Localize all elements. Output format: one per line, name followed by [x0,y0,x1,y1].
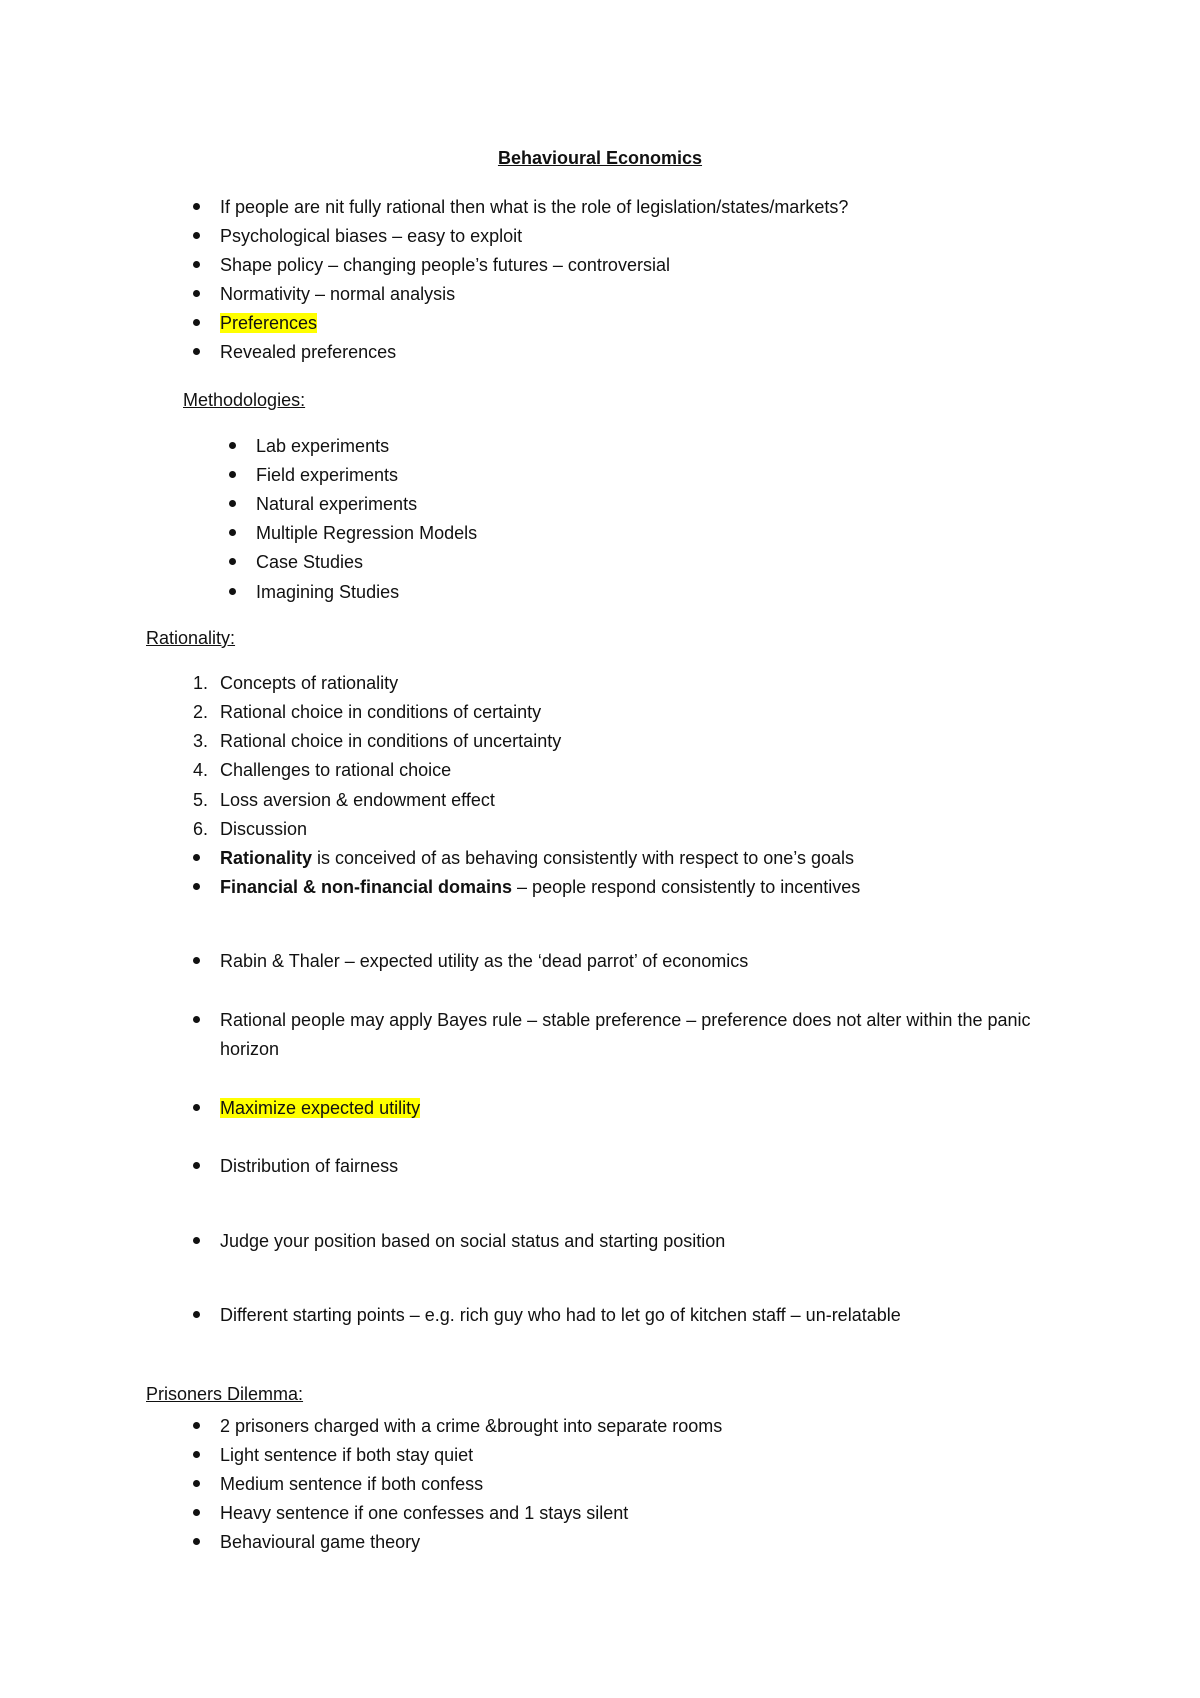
list-item [220,193,848,222]
list-item [220,251,670,280]
bullet-icon [184,338,208,367]
list-item-text: Light sentence if both stay quiet [220,1445,474,1465]
item-number: 4. [192,760,208,780]
list-item-text: Shape policy – changing people’s futures – controversial [220,255,670,275]
highlighted-text: Preferences [220,313,318,333]
bullet-icon [184,1412,208,1441]
bold-term: Rationality [220,848,313,868]
numbered-item [192,727,562,756]
bullet-icon [184,1094,208,1123]
list-item-text: Discussion [220,819,308,839]
bullet-icon [220,432,244,461]
item-number: 6. [192,819,208,839]
list-item [256,578,399,607]
list-item-text: – people respond consistently to incentives [512,877,861,897]
bullet-icon [184,1441,208,1470]
list-item [256,461,398,490]
section-heading-rationality: Rationality: [146,628,236,648]
list-item-text: Imagining Studies [256,582,400,602]
list-item [220,1441,473,1470]
numbered-item [192,786,495,815]
bullet-icon [184,309,208,338]
list-item [256,519,477,548]
list-item-text: Medium sentence if both confess [220,1474,484,1494]
numbered-item [192,756,452,785]
list-item [220,1006,1080,1064]
list-item-text: Revealed preferences [220,342,397,362]
list-item-text: Case Studies [256,552,364,572]
numbered-item [192,815,308,844]
list-item [220,947,748,976]
list-item [220,1470,483,1499]
list-item-text: Psychological biases – easy to exploit [220,226,523,246]
list-item-text: Behavioural game theory [220,1532,421,1552]
list-item [220,873,860,902]
list-item [220,222,522,251]
list-item-text: If people are nit fully rational then what is the role of legislation/states/markets? [220,197,849,217]
list-item-text: Distribution of fairness [220,1156,399,1176]
bullet-icon [184,1301,208,1330]
list-item-text: Judge your position based on social status and starting position [220,1231,726,1251]
document-title: Behavioural Economics [497,148,703,168]
bullet-icon [220,490,244,519]
bullet-icon [184,1528,208,1557]
list-item [220,309,317,338]
bullet-icon [184,844,208,873]
list-item-text: Loss aversion & endowment effect [220,790,495,810]
list-item-text: Rational choice in conditions of uncertainty [220,731,562,751]
list-item [256,432,389,461]
list-item-text: Challenges to rational choice [220,760,452,780]
list-item-text: Concepts of rationality [220,673,399,693]
bullet-icon [184,251,208,280]
list-item [220,1528,420,1557]
list-item-text: 2 prisoners charged with a crime &brought into separate rooms [220,1416,723,1436]
highlighted-text: Maximize expected utility [220,1098,421,1118]
list-item-text: Rational choice in conditions of certainty [220,702,542,722]
list-item-text: Rational people may apply Bayes rule – stable preference – preference does not alter within the panic horizon [220,1010,1031,1059]
bullet-icon [184,222,208,251]
bullet-icon [184,1227,208,1256]
list-item [220,1499,628,1528]
bullet-icon [220,519,244,548]
list-item-text: is conceived of as behaving consistently with respect to one’s goals [312,848,854,868]
list-item [220,844,854,873]
bullet-icon [184,1152,208,1181]
list-item-text: Lab experiments [256,436,390,456]
bullet-icon [184,280,208,309]
list-item-text: Different starting points – e.g. rich guy who had to let go of kitchen staff – un-relatable [220,1305,901,1325]
list-item-text: Rabin & Thaler – expected utility as the ‘dead parrot’ of economics [220,951,749,971]
list-item-text: Normativity – normal analysis [220,284,456,304]
item-number: 2. [192,702,208,722]
list-item [220,338,396,367]
bold-term: Financial & non-financial domains [220,877,513,897]
section-heading-prisoners-dilemma: Prisoners Dilemma: [146,1384,304,1404]
item-number: 5. [192,790,208,810]
bullet-icon [184,193,208,222]
bullet-icon [220,548,244,577]
bullet-icon [184,947,208,976]
item-number: 3. [192,731,208,751]
list-item [220,1227,725,1256]
list-item [220,1094,420,1123]
bullet-icon [184,1470,208,1499]
bullet-icon [220,578,244,607]
item-number: 1. [192,673,208,693]
list-item [220,1301,901,1330]
bullet-icon [184,1006,208,1035]
bullet-icon [184,1499,208,1528]
numbered-item [192,698,542,727]
list-item-text: Natural experiments [256,494,418,514]
list-item-text: Field experiments [256,465,399,485]
list-item [256,490,417,519]
bullet-icon [220,461,244,490]
list-item [256,548,363,577]
list-item-text: Heavy sentence if one confesses and 1 stays silent [220,1503,629,1523]
list-item [220,1152,398,1181]
list-item [220,1412,722,1441]
list-item [220,280,455,309]
section-heading-methodologies: Methodologies: [183,390,306,410]
bullet-icon [184,873,208,902]
list-item-text: Multiple Regression Models [256,523,478,543]
numbered-item [192,669,399,698]
